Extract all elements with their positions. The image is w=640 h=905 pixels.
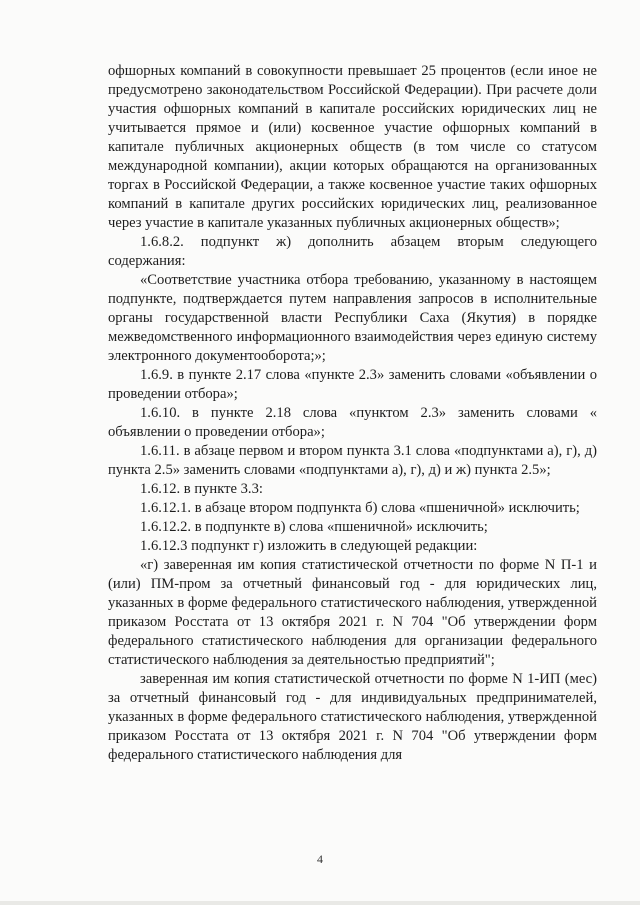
paragraph-1-6-11: 1.6.11. в абзаце первом и втором пункта 3.1 слова «подпунктами а), г), д) пункта 2.5» заменить словами «подпунктами а), г), д) и ж) пункта 2.5»; — [108, 443, 597, 478]
document-body — [108, 62, 597, 765]
paragraph-1-6-12-3: 1.6.12.3 подпункт г) изложить в следующей редакции: — [140, 538, 478, 554]
paragraph-1-6-10: 1.6.10. в пункте 2.18 слова «пунктом 2.3» заменить словами « объявлении о проведении отбора»; — [108, 405, 597, 440]
paragraph-individual-entrepreneurs: заверенная им копия статистической отчетности по форме N 1-ИП (мес) за отчетный финансовый год - для индивидуальных предпринимателей, указанных в форме федерального статистического наблюдения, утвержденной приказом Росстата от 13 октября 2021 г. N 704 "Об утверждении форм федерального статистического наблюдения для — [108, 671, 597, 763]
paragraph-subpoint-g: «г) заверенная им копия статистической отчетности по форме N П-1 и (или) ПМ-пром за отчетный финансовый год - для юридических лиц, указанных в форме федерального статистического наблюдения, утвержденной приказом Росстата от 13 октября 2021 г. N 704 "Об утверждении форм федерального статистического наблюдения для организации федерального статистического наблюдения за деятельностью предприятий"; — [108, 557, 597, 668]
page-bottom-edge — [0, 901, 640, 905]
paragraph-1-6-9: 1.6.9. в пункте 2.17 слова «пункте 2.3» заменить словами «объявлении о проведении отбора»; — [108, 367, 597, 402]
paragraph-1-6-12-2: 1.6.12.2. в подпункте в) слова «пшеничной» исключить; — [140, 519, 488, 535]
paragraph-offshore-continuation: офшорных компаний в совокупности превышает 25 процентов (если иное не предусмотрено законодательством Российской Федерации). При расчете доли участия офшорных компаний в капитале российских юридических лиц не учитывается прямое и (или) косвенное участие офшорных компаний в капитале публичных акционерных обществ (в том числе со статусом международной компании), акции которых обращаются на организованных торгах в Российской Федерации, а также косвенное участие таких офшорных компаний в капитале других российских юридических лиц, реализованное через участие в капитале указанных публичных акционерных обществ»; — [108, 63, 597, 231]
page-number: 4 — [317, 852, 323, 866]
paragraph-1-6-12: 1.6.12. в пункте 3.3: — [140, 481, 263, 497]
paragraph-1-6-8-2: 1.6.8.2. подпункт ж) дополнить абзацем вторым следующего содержания: — [108, 234, 597, 269]
paragraph-1-6-12-1: 1.6.12.1. в абзаце втором подпункта б) слова «пшеничной» исключить; — [140, 500, 580, 516]
paragraph-quote-compliance: «Соответствие участника отбора требованию, указанному в настоящем подпункте, подтверждается путем направления запросов в исполнительные органы государственной власти Республики Саха (Якутия) в порядке межведомственного информационного взаимодействия через единую систему электронного документооборота;»; — [108, 272, 597, 364]
